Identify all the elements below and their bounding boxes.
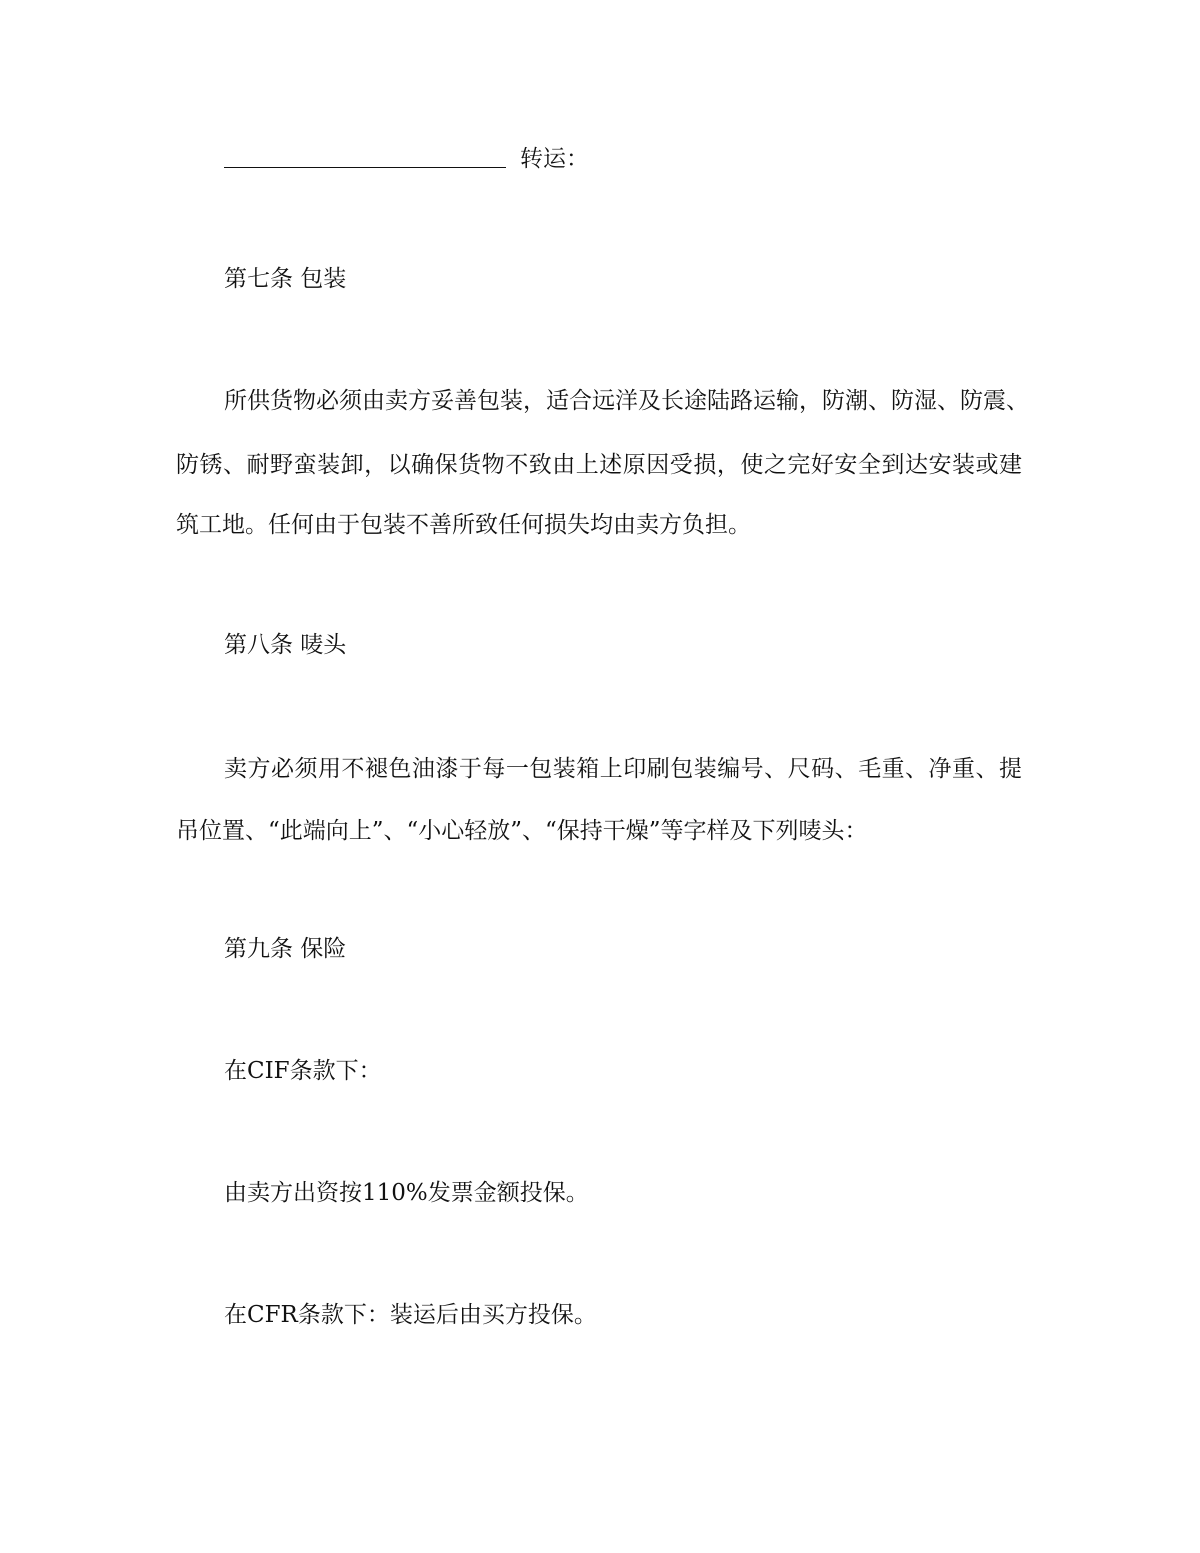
transfer-label: 转运： — [520, 146, 589, 172]
article-7-line-2: 防锈、耐野蛮装卸，以确保货物不致由上述原因受损，使之完好安全到达安装或建 — [176, 452, 1022, 478]
article-9-heading: 第九条 保险 — [224, 936, 347, 962]
article-8-heading: 第八条 唛头 — [224, 632, 347, 658]
transfer-line — [224, 144, 1084, 174]
cif-text: 由卖方出资按110%发票金额投保。 — [224, 1180, 589, 1206]
fill-in-blank — [224, 145, 506, 168]
cfr-text: 在CFR条款下：装运后由买方投保。 — [224, 1302, 597, 1328]
cif-label: 在CIF条款下： — [224, 1058, 382, 1084]
article-7-heading: 第七条 包装 — [224, 266, 347, 292]
article-7-line-3: 筑工地。任何由于包装不善所致任何损失均由卖方负担。 — [176, 512, 751, 538]
article-7-line-1: 所供货物必须由卖方妥善包装，适合远洋及长途陆路运输，防潮、防湿、防震、 — [224, 388, 1029, 414]
article-8-line-2: 吊位置、“此端向上”、“小心轻放”、“保持干燥”等字样及下列唛头： — [176, 818, 868, 844]
article-8-line-1: 卖方必须用不褪色油漆于每一包装箱上印刷包装编号、尺码、毛重、净重、提 — [224, 756, 1022, 782]
